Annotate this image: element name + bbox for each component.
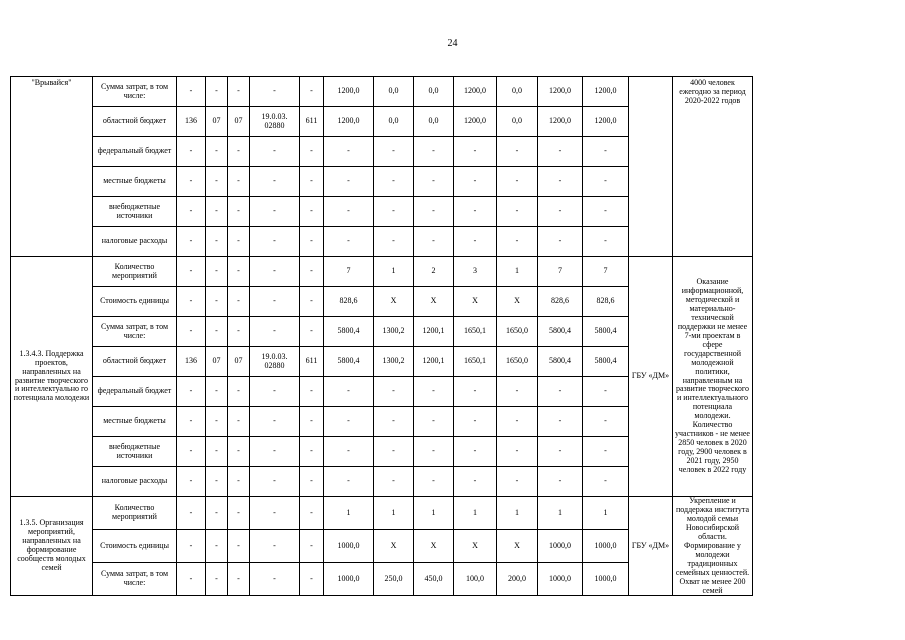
row-label: налоговые расходы [93,227,177,257]
table-row [11,257,878,287]
table-cell: - [228,197,250,227]
table-cell: 5800,4 [538,347,583,377]
table-cell: - [177,137,206,167]
row-label: областной бюджет [93,347,177,377]
table-cell: 200,0 [497,563,538,596]
table-cell: 1 [538,497,583,530]
table-cell: 1200,0 [583,77,629,107]
table-cell: 0,0 [414,77,454,107]
table-cell: - [177,197,206,227]
table-cell: 1 [497,497,538,530]
table-cell: 5800,4 [538,317,583,347]
table-cell: - [538,197,583,227]
table-cell: 828,6 [583,287,629,317]
table-cell: - [206,227,228,257]
table-cell: - [300,530,324,563]
table-cell: 250,0 [374,563,414,596]
table-cell: - [300,167,324,197]
table-cell: - [324,377,374,407]
table-cell: - [300,257,324,287]
page-number: 24 [447,38,458,49]
table-cell: 1200,0 [538,107,583,137]
table-cell: 1 [497,257,538,287]
table-cell: - [177,407,206,437]
row-label: налоговые расходы [93,467,177,497]
row-label: Сумма затрат, в том числе: [93,77,177,107]
table-cell: - [206,77,228,107]
table-cell: - [374,407,414,437]
table-cell: - [374,467,414,497]
table-cell: - [454,437,497,467]
table-cell: - [414,137,454,167]
table-cell: 1000,0 [583,530,629,563]
table-cell: 0,0 [497,77,538,107]
table-cell: - [497,227,538,257]
table-cell: 828,6 [324,287,374,317]
table-cell: - [300,287,324,317]
table-cell: X [454,530,497,563]
table-cell: - [374,137,414,167]
table-cell: 19.0.03. 02880 [250,347,300,377]
table-cell: - [454,227,497,257]
table-cell: - [206,407,228,437]
table-cell: - [206,197,228,227]
table-cell: - [206,377,228,407]
table-cell: - [300,77,324,107]
table-cell: - [414,467,454,497]
table-cell: - [228,467,250,497]
table-cell: - [374,197,414,227]
table-cell: - [300,137,324,167]
row-label: Количество мероприятий [93,497,177,530]
table-cell: - [228,497,250,530]
table-cell: - [206,137,228,167]
table-cell: - [300,437,324,467]
table-row [11,77,878,107]
table-cell: 1200,1 [414,347,454,377]
table-cell: - [177,530,206,563]
table-cell: - [300,497,324,530]
table-cell: 1 [454,497,497,530]
row-label: Стоимость единицы [93,287,177,317]
table-cell: - [250,497,300,530]
table-cell: 5800,4 [583,347,629,377]
table-cell: - [497,407,538,437]
table-cell: - [300,407,324,437]
table-cell: - [497,167,538,197]
table-cell: 1650,0 [497,347,538,377]
table-cell: - [250,137,300,167]
table-cell: - [206,287,228,317]
table-cell: 1200,0 [454,77,497,107]
row-label: Сумма затрат, в том числе: [93,563,177,596]
row-label: внебюджетные источники [93,197,177,227]
table-cell: - [324,167,374,197]
table-cell: - [583,377,629,407]
table-cell: 136 [177,347,206,377]
table-cell: - [206,467,228,497]
table-cell: - [324,137,374,167]
table-cell: - [538,377,583,407]
table-cell: - [228,437,250,467]
table-cell: - [583,227,629,257]
executor-cell [629,77,673,257]
table-cell: 136 [177,107,206,137]
table-cell: 19.0.03. 02880 [250,107,300,137]
table-cell: - [228,167,250,197]
table-cell: 1000,0 [538,563,583,596]
table-cell: - [177,377,206,407]
row-label: федеральный бюджет [93,137,177,167]
table-cell: 07 [228,347,250,377]
table-cell: X [497,530,538,563]
table-cell: - [454,137,497,167]
row-label: Количество мероприятий [93,257,177,287]
table-cell: - [414,407,454,437]
table-cell: - [250,407,300,437]
table-cell: - [228,377,250,407]
table-cell: - [374,377,414,407]
table-cell: 3 [454,257,497,287]
table-cell: 828,6 [538,287,583,317]
table-cell: - [250,197,300,227]
table-cell: - [454,467,497,497]
table-cell: - [250,317,300,347]
table-cell: - [206,530,228,563]
table-cell: 1200,0 [583,107,629,137]
table-cell: - [228,563,250,596]
table-cell: X [414,530,454,563]
table-cell: - [454,197,497,227]
table-cell: X [454,287,497,317]
table-cell: - [206,563,228,596]
table-cell: - [583,197,629,227]
table-cell: - [250,467,300,497]
table-cell: - [177,287,206,317]
table-cell: - [324,227,374,257]
table-cell: - [177,167,206,197]
table-cell: - [497,437,538,467]
table-cell: - [228,317,250,347]
activity-name: 1.3.4.3. Поддержка проектов, направленных на развитие творческого и интеллектуально го потенциала молодежи [11,257,93,497]
table-cell: - [250,257,300,287]
table-cell: 450,0 [414,563,454,596]
table-cell: 1200,0 [324,77,374,107]
table-cell: - [538,137,583,167]
table-cell: - [414,227,454,257]
expected-result-cell: 4000 человек ежегодно за период 2020-2022 годов [673,77,753,257]
table-row [11,497,878,530]
table-cell: 5800,4 [583,317,629,347]
table-cell: - [300,317,324,347]
table-cell: 1200,1 [414,317,454,347]
activity-name: 1.3.5. Организация мероприятий, направленных на формирование сообществ молодых семей [11,497,93,596]
table-cell: - [414,197,454,227]
executor-cell: ГБУ «ДМ» [629,257,673,497]
activity-name: "Врывайся" [11,77,93,257]
row-label: внебюджетные источники [93,437,177,467]
table-cell: - [324,407,374,437]
budget-table [10,76,878,596]
table-cell: X [497,287,538,317]
table-cell: - [583,467,629,497]
table-cell: 07 [206,107,228,137]
table-cell: 07 [206,347,228,377]
table-cell: 100,0 [454,563,497,596]
table-cell: 1200,0 [454,107,497,137]
table-cell: - [583,137,629,167]
row-label: федеральный бюджет [93,377,177,407]
table-cell: 1 [414,497,454,530]
table-cell: X [414,287,454,317]
table-cell: 07 [228,107,250,137]
table-cell: 1 [583,497,629,530]
table-cell: - [228,257,250,287]
table-cell: - [300,563,324,596]
row-label: Стоимость единицы [93,530,177,563]
table-cell: - [177,317,206,347]
table-cell: 1 [324,497,374,530]
expected-result-cell: Оказание информационной, методической и материально-технической поддержки не менее 7-ми проектам в сфере государственной молодежной политики, направленным на развитие творческого и интеллектуального потенциала молодежи. Количество участников - не менее 2850 человек в 2020 году, 2900 человек в 2021 году, 2950 человек в 2022 году [673,257,753,497]
table-cell: - [250,287,300,317]
table-cell: - [228,227,250,257]
table-cell: - [228,287,250,317]
table-cell: 0,0 [497,107,538,137]
table-cell: - [324,197,374,227]
table-cell: - [583,437,629,467]
table-cell: 1 [374,497,414,530]
table-cell: 7 [324,257,374,287]
table-cell: - [583,407,629,437]
table-cell: 0,0 [374,77,414,107]
table-cell: - [250,77,300,107]
table-cell: - [300,467,324,497]
table-cell: - [414,377,454,407]
table-cell: X [374,530,414,563]
table-cell: - [538,227,583,257]
table-cell: - [538,437,583,467]
table-cell: 1650,1 [454,317,497,347]
row-label: местные бюджеты [93,407,177,437]
table-cell: 2 [414,257,454,287]
executor-cell: ГБУ «ДМ» [629,497,673,596]
table-cell: 1000,0 [538,530,583,563]
table-cell: - [374,167,414,197]
table-cell: - [177,563,206,596]
table-cell: - [250,227,300,257]
table-cell: 0,0 [374,107,414,137]
table-cell: - [497,137,538,167]
table-cell: - [228,530,250,563]
table-cell: - [177,437,206,467]
table-cell: - [206,497,228,530]
table-cell: - [374,437,414,467]
table-cell: - [177,77,206,107]
table-cell: - [374,227,414,257]
table-cell: - [538,407,583,437]
table-cell: - [228,407,250,437]
table-cell: 1300,2 [374,317,414,347]
table-cell: - [206,167,228,197]
table-cell: - [250,167,300,197]
table-cell: X [374,287,414,317]
table-cell: 1200,0 [324,107,374,137]
table-cell: - [300,197,324,227]
table-cell: 1000,0 [583,563,629,596]
table-cell: - [206,257,228,287]
table-cell: - [228,137,250,167]
table-cell: - [538,467,583,497]
table-cell: - [228,77,250,107]
table-cell: - [177,227,206,257]
table-cell: - [177,257,206,287]
table-cell: 1 [374,257,414,287]
table-cell: - [454,377,497,407]
table-cell: - [250,530,300,563]
table-cell: 611 [300,347,324,377]
table-cell: 1000,0 [324,530,374,563]
table-cell: - [538,167,583,197]
table-cell: 5800,4 [324,317,374,347]
table-cell: 7 [538,257,583,287]
table-cell: 1650,1 [454,347,497,377]
table-cell: - [177,497,206,530]
table-cell: 1200,0 [538,77,583,107]
table-cell: - [324,467,374,497]
table-cell: - [250,563,300,596]
table-cell: - [324,437,374,467]
table-cell: - [497,377,538,407]
table-cell: 611 [300,107,324,137]
table-cell: - [454,407,497,437]
table-cell: - [300,377,324,407]
table-cell: - [177,467,206,497]
table-cell: - [300,227,324,257]
row-label: Сумма затрат, в том числе: [93,317,177,347]
expected-result-cell: Укрепление и поддержка института молодой семьи Новосибирской области. Формирование у молодежи традиционных семейных ценностей. Охват не менее 200 семей [673,497,753,596]
table-cell: - [206,317,228,347]
table-cell: 1000,0 [324,563,374,596]
table-cell: - [414,437,454,467]
table-cell: - [414,167,454,197]
table-cell: 7 [583,257,629,287]
table-cell: - [454,167,497,197]
table-cell: - [497,467,538,497]
table-cell: 5800,4 [324,347,374,377]
table-cell: 1300,2 [374,347,414,377]
table-cell: - [583,167,629,197]
table-cell: 0,0 [414,107,454,137]
table-cell: - [206,437,228,467]
table-cell: 1650,0 [497,317,538,347]
table-cell: - [250,437,300,467]
row-label: областной бюджет [93,107,177,137]
row-label: местные бюджеты [93,167,177,197]
table-cell: - [497,197,538,227]
table-cell: - [250,377,300,407]
